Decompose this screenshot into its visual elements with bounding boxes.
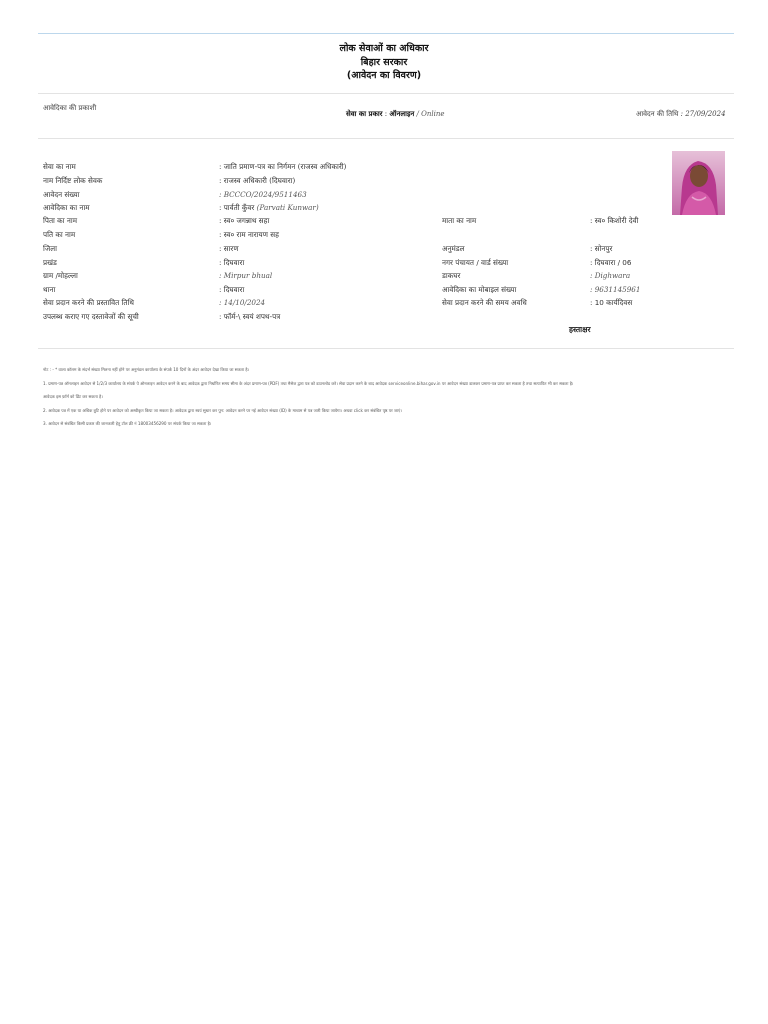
field-label: आवेदिका का नाम bbox=[43, 203, 90, 212]
title-line-govt: बिहार सरकार bbox=[360, 56, 408, 68]
service-type-label: सेवा का प्रकार bbox=[346, 110, 383, 118]
note-line: आवेदक इस फ़ॉर्म को प्रिंट कर सकता है। bbox=[43, 394, 103, 399]
note-line: 3. आवेदन से संबंधित किसी प्रकार की जानकारी हेतु टॉल फ्री नं 18003456290 पर संपर्क किया जा सकता है। bbox=[43, 421, 212, 426]
applicant-name: : पार्वती कुँवर bbox=[219, 203, 255, 212]
field-value: : दिघवारा / 06 bbox=[590, 258, 632, 267]
field-value: : सोनपुर bbox=[590, 244, 613, 253]
field-label: डाकघर bbox=[442, 271, 461, 280]
field-value: : फॉर्म-\ स्वयं शपथ-पत्र bbox=[219, 312, 281, 321]
field-label: थाना bbox=[43, 285, 56, 294]
note-line: 2. आवेदक पत्र में एक या अधिक त्रुटि होने पर आवेदन को अस्वीकृत किया जा सकता है। आवेदक द्वारा स्वयं सुधार कर पुन: आवेदन करने पर नई आवेदन संख्या (ID) के माध्यम से पत्र जारी किया जायेगा। अथवा click कर संबंधित पृष्ठ पर जाएं। bbox=[43, 407, 402, 413]
field-label: आवेदन संख्या bbox=[43, 190, 80, 199]
field-label: आवेदिका का मोबाइल संख्या bbox=[442, 285, 517, 294]
field-value: : स्व० जगन्नाथ सहा bbox=[219, 216, 270, 225]
application-number: : BCCCO/2024/9511463 bbox=[219, 190, 307, 199]
field-label: अनुमंडल bbox=[442, 244, 465, 253]
field-value: : सारण bbox=[219, 244, 239, 253]
field-label: सेवा का नाम bbox=[43, 162, 76, 171]
service-type-english: / Online bbox=[414, 110, 445, 118]
field-label: नाम निर्दिष्ट लोक सेवक bbox=[43, 176, 103, 185]
field-label: माता का नाम bbox=[442, 216, 477, 225]
field-value: : स्व० किशोरी देवी bbox=[590, 216, 639, 225]
application-date-label: आवेदन की तिथि bbox=[636, 110, 679, 118]
divider bbox=[38, 93, 734, 94]
note-line: 1. प्रमाण-पत्र ऑनलाइन आवेदन से 1/2/3 कार्यालय के संपर्क पे ऑनलाइन आवेदन करने के बाद आवेदक द्वारा निर्धारित समय सीमा के अंदर प्रमाण-पत्र (PDF) तथा मैसेज द्वारा पत्र को डाउनलोड करे। सेवा प्रदान करने के बाद आवेदक serviceonline.bihar.gov.in पर आवेदन संख्या डालकर प्रमाण-पत्र प्राप्त कर सकता है तथा सत्यापित भी कर सकता है। bbox=[43, 380, 574, 386]
note-line: नोट : - * वाला कॉलम के संदर्भ संख्या मिलना नहीं होने पर अनुमंडल कार्यालय के संपर्क 10 दिनों के अंदर आवेदन देखा किया जा सकता है। bbox=[43, 367, 250, 372]
title-line-rights: लोक सेवाओं का अधिकार bbox=[339, 43, 429, 54]
field-label: पिता का नाम bbox=[43, 216, 78, 225]
field-value: : जाति प्रमाण-पत्र का निर्गमन (राजस्व अधिकारी) bbox=[219, 162, 347, 171]
applicant-photo bbox=[672, 151, 725, 215]
field-label: उपलब्ध कराए गए दस्तावेजों की सूची bbox=[43, 312, 139, 321]
page-title bbox=[0, 42, 768, 83]
title-line-details: (आवेदन का विवरण) bbox=[346, 70, 422, 81]
service-type bbox=[346, 110, 444, 119]
divider bbox=[38, 138, 734, 139]
field-label: नगर पंचायत / वार्ड संख्या bbox=[442, 258, 509, 267]
service-type-separator: : bbox=[382, 110, 390, 118]
applicant-copy-label: आवेदिका की प्रकाशी bbox=[43, 104, 97, 112]
field-value: : स्व० राम नारायण सह bbox=[219, 230, 279, 239]
signature-label: हस्ताक्षर bbox=[569, 325, 591, 334]
application-date bbox=[636, 110, 726, 119]
field-label: सेवा प्रदान करने की प्रस्तावित तिथि bbox=[43, 298, 134, 307]
mobile-value: : 9631145961 bbox=[590, 285, 641, 294]
applicant-name-english: (Parvati Kunwar) bbox=[254, 203, 319, 212]
field-label: पति का नाम bbox=[43, 230, 76, 239]
service-date-value: : 14/10/2024 bbox=[219, 298, 266, 307]
applicant-photo-image bbox=[672, 151, 725, 215]
field-label: ग्राम /मोहल्ला bbox=[43, 271, 78, 280]
field-label: जिला bbox=[43, 244, 57, 253]
divider bbox=[38, 348, 734, 349]
service-type-value: ऑनलाइन bbox=[389, 110, 415, 118]
field-label: सेवा प्रदान करने की समय अवधि bbox=[442, 298, 527, 307]
field-value: : दिघवारा bbox=[219, 285, 245, 294]
application-date-value: : 27/09/2024 bbox=[678, 110, 726, 118]
field-value: : 10 कार्यदिवस bbox=[590, 298, 633, 307]
notes-section bbox=[43, 363, 733, 431]
field-value: : दिघवारा bbox=[219, 258, 245, 267]
field-label: प्रखंड bbox=[43, 258, 57, 267]
field-value: : राजस्व अधिकारी (दिघवारा) bbox=[219, 176, 296, 185]
village-value: : Mirpur bhual bbox=[219, 271, 273, 280]
post-office-value: : Dighwara bbox=[590, 271, 631, 280]
top-rule bbox=[38, 33, 734, 34]
